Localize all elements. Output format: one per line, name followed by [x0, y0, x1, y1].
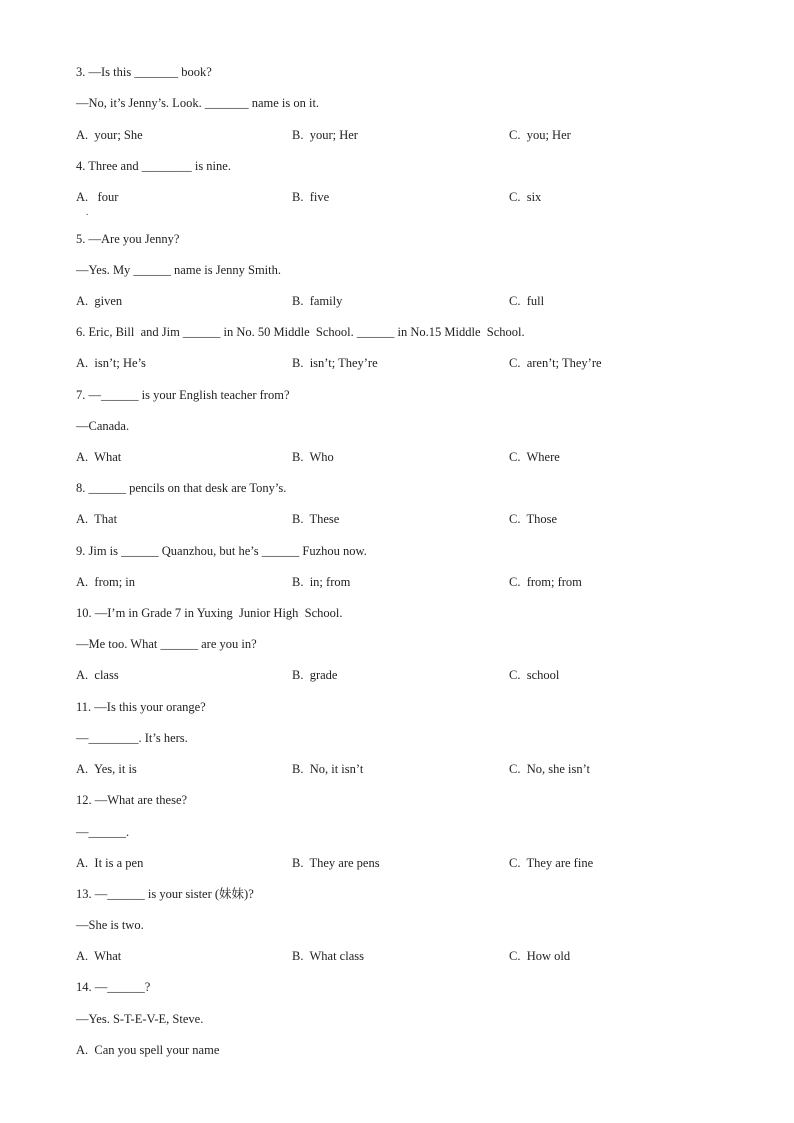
stray-mark: .	[86, 207, 89, 217]
question-4-option-a[interactable]: A. four	[76, 190, 119, 204]
question-5-option-b[interactable]: B. family	[292, 294, 343, 308]
question-5-answer-line: —Yes. My ______ name is Jenny Smith.	[76, 263, 281, 277]
question-11-option-a[interactable]: A. Yes, it is	[76, 762, 137, 776]
question-9-option-a[interactable]: A. from; in	[76, 575, 136, 589]
question-12-option-c[interactable]: C. They are fine	[509, 856, 594, 870]
question-6-option-c[interactable]: C. aren’t; They’re	[509, 356, 602, 370]
question-14-stem: 14. —______?	[76, 980, 151, 994]
question-14-answer-line: —Yes. S-T-E-V-E, Steve.	[76, 1012, 204, 1026]
question-9-option-b[interactable]: B. in; from	[292, 575, 351, 589]
question-7-stem: 7. —______ is your English teacher from?	[76, 388, 290, 402]
question-12-option-a[interactable]: A. It is a pen	[76, 856, 144, 870]
question-12-answer-line: —______.	[76, 825, 130, 839]
question-4-stem: 4. Three and ________ is nine.	[76, 159, 231, 173]
question-6-option-a[interactable]: A. isn’t; He’s	[76, 356, 146, 370]
question-4-option-c[interactable]: C. six	[509, 190, 542, 204]
question-3-stem: 3. —Is this _______ book?	[76, 65, 212, 79]
question-5-stem: 5. —Are you Jenny?	[76, 232, 180, 246]
question-12-option-b[interactable]: B. They are pens	[292, 856, 380, 870]
question-7-option-b[interactable]: B. Who	[292, 450, 334, 464]
question-3-option-b[interactable]: B. your; Her	[292, 128, 358, 142]
question-8-option-c[interactable]: C. Those	[509, 512, 558, 526]
question-14-option-a[interactable]: A. Can you spell your name	[76, 1043, 220, 1057]
question-5-option-a[interactable]: A. given	[76, 294, 123, 308]
question-10-option-a[interactable]: A. class	[76, 668, 119, 682]
question-10-option-b[interactable]: B. grade	[292, 668, 338, 682]
question-8-option-a[interactable]: A. That	[76, 512, 118, 526]
question-6-stem: 6. Eric, Bill and Jim ______ in No. 50 Middle School. ______ in No.15 Middle School.	[76, 325, 525, 339]
question-13-option-c[interactable]: C. How old	[509, 949, 571, 963]
question-11-option-c[interactable]: C. No, she isn’t	[509, 762, 591, 776]
question-3-option-a[interactable]: A. your; She	[76, 128, 143, 142]
question-10-option-c[interactable]: C. school	[509, 668, 560, 682]
question-3-answer-line: —No, it’s Jenny’s. Look. _______ name is on it.	[76, 96, 320, 110]
question-13-option-b[interactable]: B. What class	[292, 949, 364, 963]
question-7-answer-line: —Canada.	[76, 419, 130, 433]
question-11-stem: 11. —Is this your orange?	[76, 700, 206, 714]
question-4-option-b[interactable]: B. five	[292, 190, 330, 204]
question-5-option-c[interactable]: C. full	[509, 294, 545, 308]
question-9-option-c[interactable]: C. from; from	[509, 575, 582, 589]
question-10-answer-line: —Me too. What ______ are you in?	[76, 637, 257, 651]
question-13-option-a[interactable]: A. What	[76, 949, 122, 963]
question-3-option-c[interactable]: C. you; Her	[509, 128, 571, 142]
question-13-stem: 13. —______ is your sister (妹妹)?	[76, 887, 254, 901]
question-11-answer-line: —________. It’s hers.	[76, 731, 188, 745]
question-12-stem: 12. —What are these?	[76, 793, 188, 807]
question-8-stem: 8. ______ pencils on that desk are Tony’s.	[76, 481, 287, 495]
question-8-option-b[interactable]: B. These	[292, 512, 340, 526]
question-9-stem: 9. Jim is ______ Quanzhou, but he’s ______ Fuzhou now.	[76, 544, 367, 558]
question-10-stem: 10. —I’m in Grade 7 in Yuxing Junior High School.	[76, 606, 343, 620]
question-7-option-c[interactable]: C. Where	[509, 450, 560, 464]
question-7-option-a[interactable]: A. What	[76, 450, 122, 464]
question-11-option-b[interactable]: B. No, it isn’t	[292, 762, 364, 776]
question-13-answer-line: —She is two.	[76, 918, 144, 932]
question-6-option-b[interactable]: B. isn’t; They’re	[292, 356, 378, 370]
